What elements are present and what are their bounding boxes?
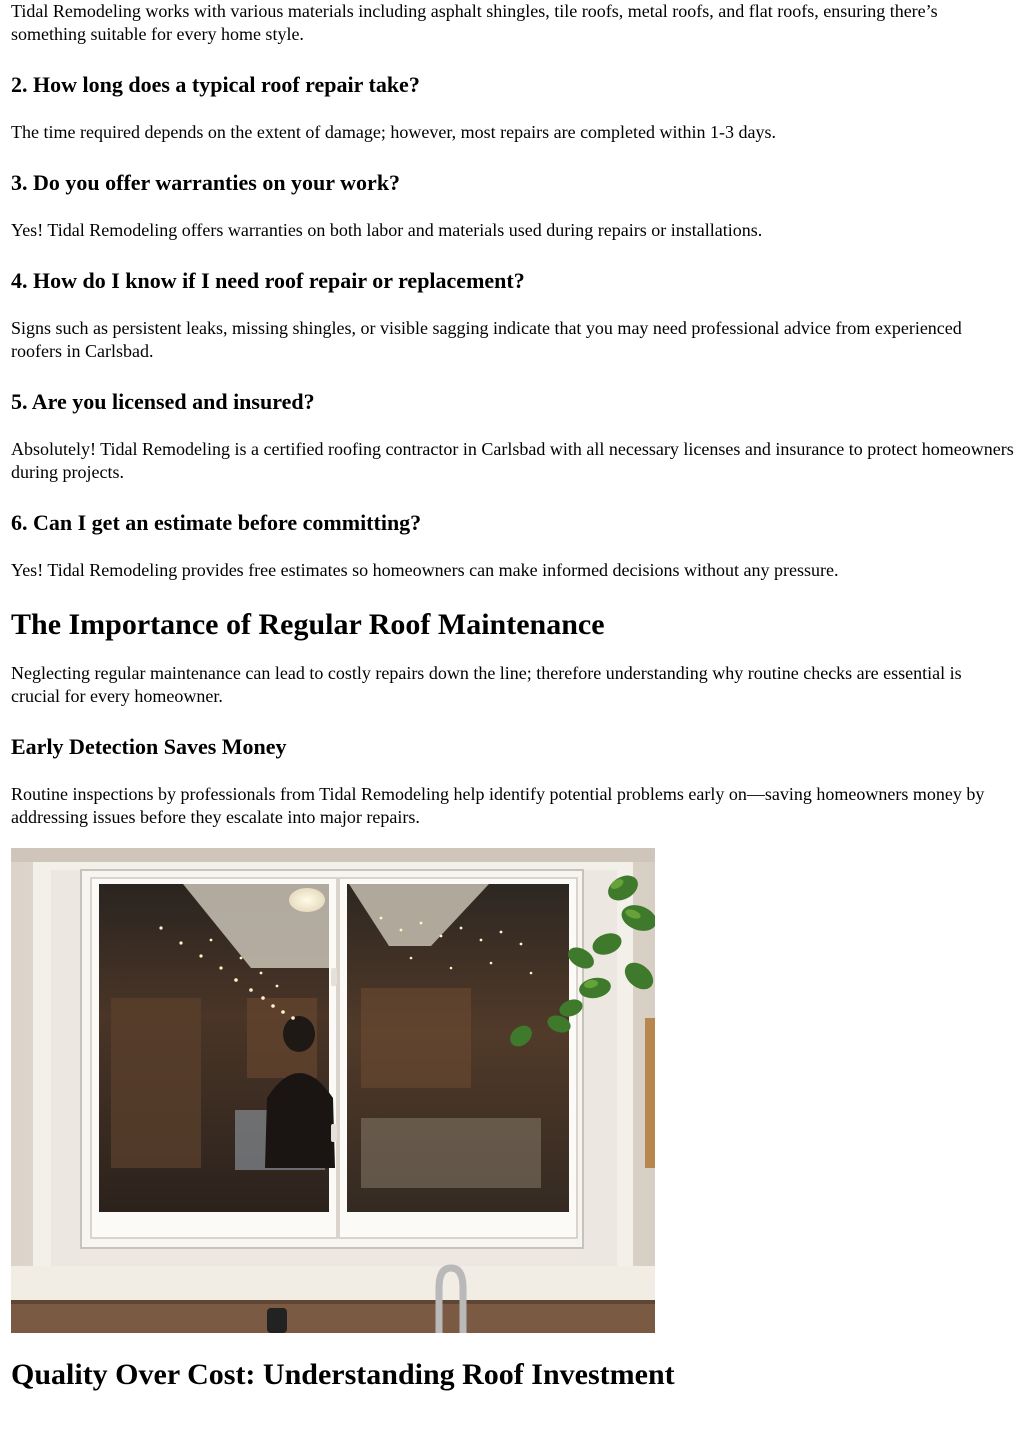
article-content	[11, 0, 1015, 1393]
faq-answer-6: Yes! Tidal Remodeling provides free estimates so homeowners can make informed decisions without any pressure.	[11, 560, 839, 580]
faq-answer-3: Yes! Tidal Remodeling offers warranties on both labor and materials used during repairs or installations.	[11, 220, 763, 240]
maintenance-heading: The Importance of Regular Roof Maintenance	[11, 608, 605, 641]
faq-answer-2: The time required depends on the extent of damage; however, most repairs are completed within 1-3 days.	[11, 122, 777, 142]
faq-answer-4: Signs such as persistent leaks, missing shingles, or visible sagging indicate that you may need professional advice from experienced roofers in Carlsbad.	[11, 318, 962, 361]
window-photo-illustration	[11, 848, 655, 1333]
faq-question-5: 5. Are you licensed and insured?	[11, 389, 315, 414]
faq-answer-5: Absolutely! Tidal Remodeling is a certified roofing contractor in Carlsbad with all necessary licenses and insurance to protect homeowners during projects.	[11, 439, 1014, 482]
faq-question-2: 2. How long does a typical roof repair take?	[11, 72, 420, 97]
early-detection-paragraph: Routine inspections by professionals from Tidal Remodeling help identify potential problems early on—saving homeowners money by addressing issues before they escalate into major repairs.	[11, 784, 985, 827]
faq-question-6: 6. Can I get an estimate before committing?	[11, 510, 422, 535]
faq-question-4: 4. How do I know if I need roof repair or replacement?	[11, 268, 525, 293]
maintenance-paragraph: Neglecting regular maintenance can lead to costly repairs down the line; therefore understanding why routine checks are essential is crucial for every homeowner.	[11, 663, 962, 706]
early-detection-heading: Early Detection Saves Money	[11, 734, 287, 759]
quality-heading: Quality Over Cost: Understanding Roof Investment	[11, 1358, 675, 1391]
intro-paragraph: Tidal Remodeling works with various materials including asphalt shingles, tile roofs, metal roofs, and flat roofs, ensuring there’s something suitable for every home style.	[11, 1, 938, 44]
faq-question-3: 3. Do you offer warranties on your work?	[11, 170, 401, 195]
window-photo	[11, 848, 655, 1333]
